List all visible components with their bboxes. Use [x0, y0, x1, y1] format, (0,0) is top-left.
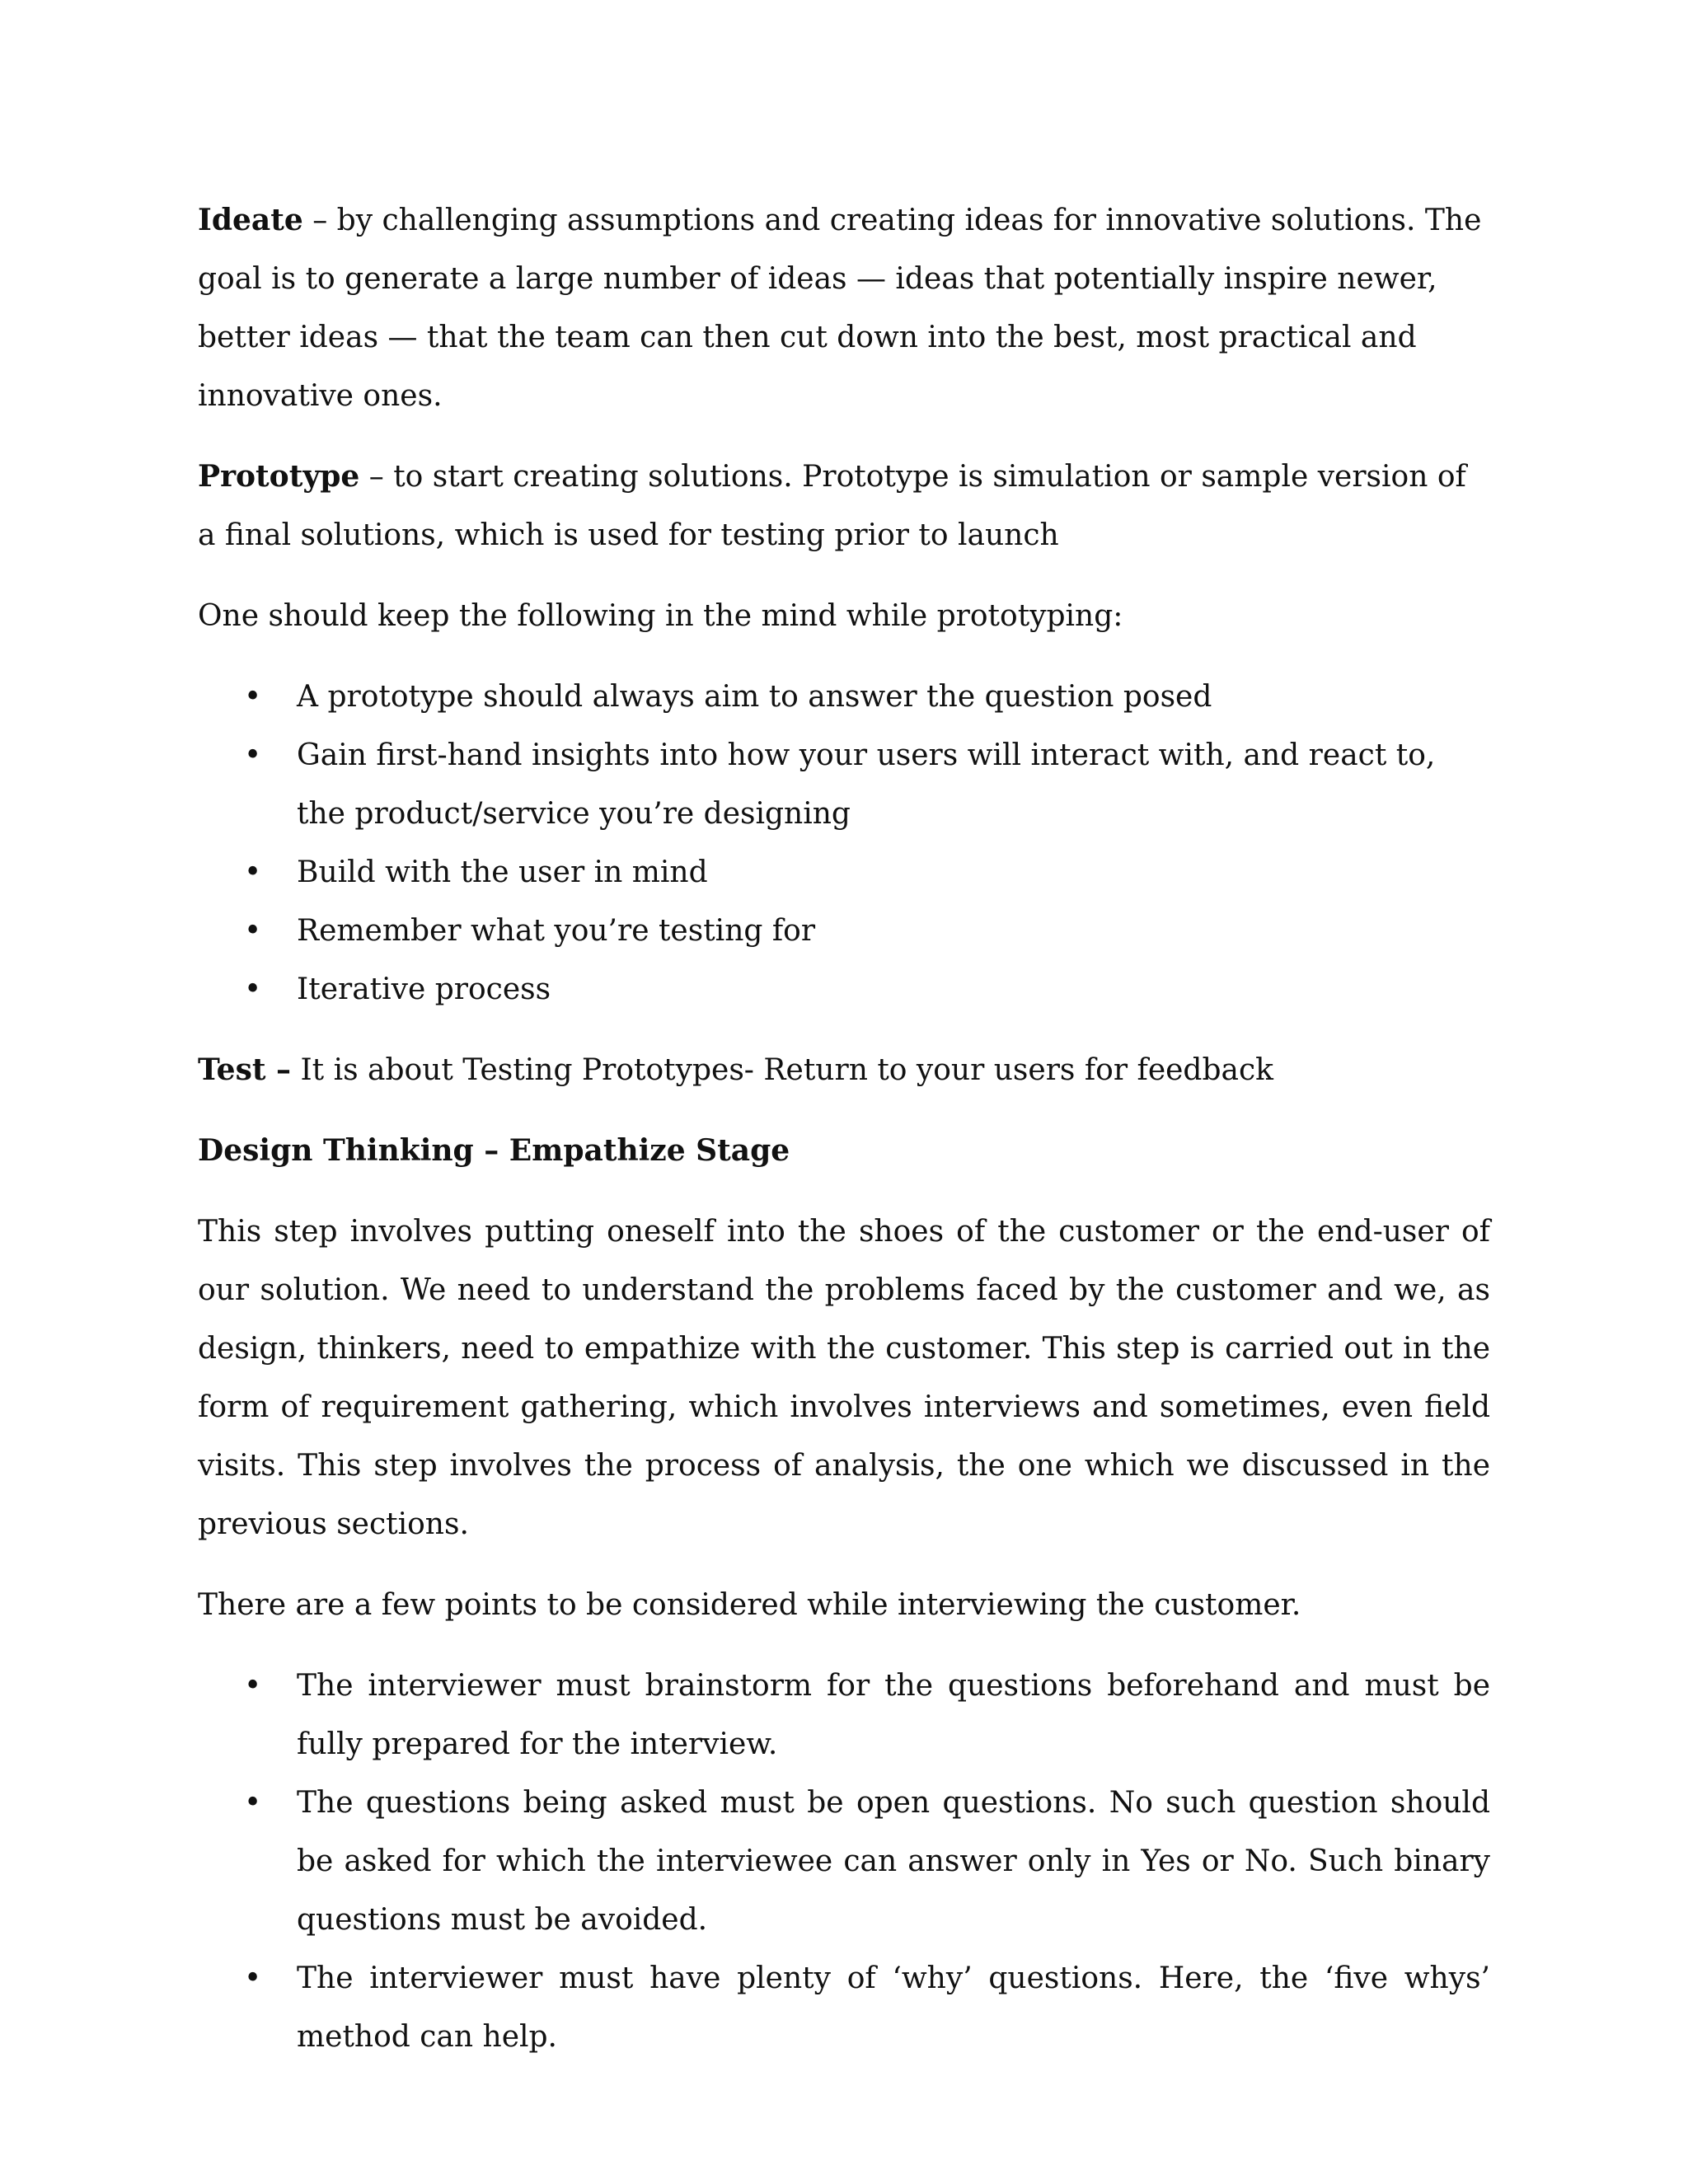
ideate-text: – by challenging assumptions and creating ideas for innovative solutions. The goal is to generate a large number of ideas — ideas that potentially inspire newer, better ideas — that the team can then cut down into the best, most practical and innovative ones. — [198, 204, 1482, 413]
bullet-icon: • — [244, 972, 262, 1006]
list-item — [198, 726, 1490, 843]
test-term: Test – — [198, 1052, 291, 1087]
prototype-text: – to start creating solutions. Prototype is simulation or sample version of a final solutions, which is used for testing prior to launch — [198, 460, 1466, 552]
prototype-term: Prototype — [198, 459, 360, 494]
bullet-icon: • — [244, 738, 262, 772]
list-item — [198, 1774, 1490, 1949]
prototyping-list — [198, 668, 1490, 1019]
prototype-paragraph — [198, 448, 1490, 565]
bullet-icon: • — [244, 1786, 262, 1820]
section-heading: Design Thinking – Empathize Stage — [198, 1133, 790, 1168]
list-item — [198, 902, 1490, 960]
list-item-text: The interviewer must brainstorm for the questions beforehand and must be fully prepared for the interview. — [297, 1669, 1490, 1761]
interview-intro: There are a few points to be considered while interviewing the customer. — [198, 1588, 1301, 1622]
list-item-text: The questions being asked must be open questions. No such question should be asked for which the interviewee can answer only in Yes or No. Such binary questions must be avoided. — [297, 1786, 1490, 1937]
bullet-icon: • — [244, 1961, 262, 1995]
bullet-icon: • — [244, 914, 262, 948]
list-item — [198, 1657, 1490, 1774]
list-item-text: Remember what you’re testing for — [297, 914, 816, 948]
test-text: It is about Testing Prototypes- Return to your users for feedback — [291, 1053, 1273, 1087]
list-item — [198, 668, 1490, 726]
list-item-text: A prototype should always aim to answer the question posed — [297, 680, 1212, 714]
list-item — [198, 1949, 1490, 2066]
ideate-paragraph — [198, 191, 1490, 425]
list-item-text: Iterative process — [297, 972, 551, 1006]
empathize-paragraph: This step involves putting oneself into the shoes of the customer or the end-user of our solution. We need to understand the problems faced by the customer and we, as design, thinkers, need to empathize with the customer. This step is carried out in the form of requirement gathering, which involves interviews and sometimes, even field visits. This step involves the process of analysis, the one which we discussed in the previous sections. — [198, 1215, 1490, 1541]
list-item — [198, 843, 1490, 902]
document-page — [198, 191, 1490, 2088]
list-item-text: The interviewer must have plenty of ‘why’ questions. Here, the ‘five whys’ method can help. — [297, 1961, 1490, 2054]
bullet-icon: • — [244, 1669, 262, 1703]
interview-list — [198, 1657, 1490, 2066]
bullet-icon: • — [244, 855, 262, 889]
ideate-term: Ideate — [198, 203, 303, 237]
bullet-icon: • — [244, 680, 262, 714]
list-item-text: Gain first-hand insights into how your users will interact with, and react to, the product/service you’re designing — [297, 738, 1436, 831]
test-paragraph — [198, 1041, 1490, 1099]
list-item-text: Build with the user in mind — [297, 855, 708, 889]
list-item — [198, 960, 1490, 1019]
prototyping-intro: One should keep the following in the mind while prototyping: — [198, 599, 1123, 633]
